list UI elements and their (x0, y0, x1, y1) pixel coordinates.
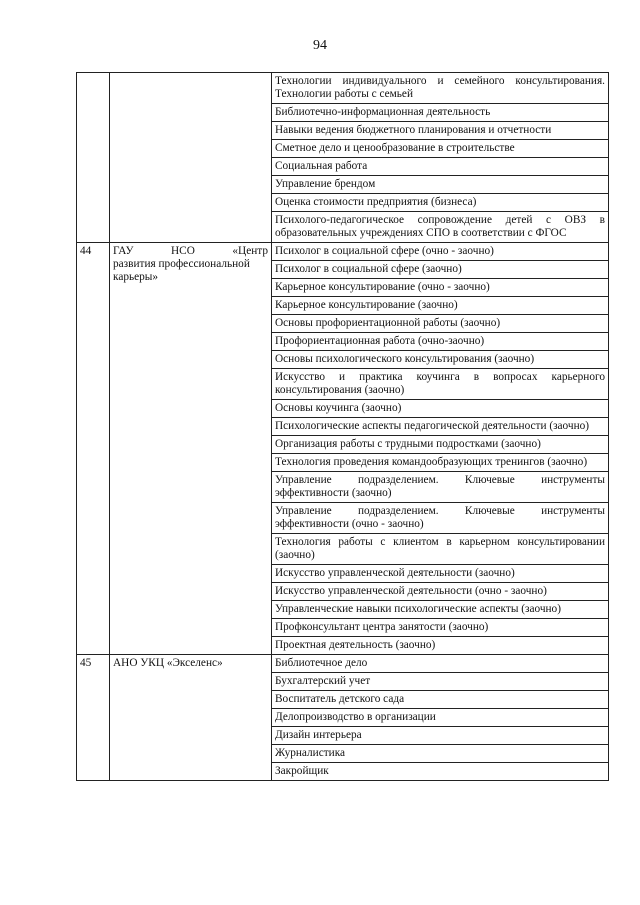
program-cell: Сметное дело и ценообразование в строительстве (272, 140, 609, 158)
program-cell: Профориентационная работа (очно-заочно) (272, 333, 609, 351)
program-cell: Воспитатель детского сада (272, 691, 609, 709)
program-cell: Психологические аспекты педагогической деятельности (заочно) (272, 418, 609, 436)
program-cell: Основы профориентационной работы (заочно) (272, 315, 609, 333)
program-cell: Психолого-педагогическое сопровождение детей с ОВЗ в образовательных учреждениях СПО в соответствии с ФГОС (272, 212, 609, 243)
program-cell: Организация работы с трудными подростками (заочно) (272, 436, 609, 454)
program-cell: Закройщик (272, 763, 609, 781)
program-cell: Основы психологического консультирования (заочно) (272, 351, 609, 369)
row-number-cell: 45 (77, 655, 110, 781)
organization-name-line1: ГАУ НСО «Центр (113, 245, 268, 257)
table-body (77, 73, 609, 781)
program-cell: Библиотечно-информационная деятельность (272, 104, 609, 122)
program-cell: Искусство управленческой деятельности (заочно) (272, 565, 609, 583)
program-cell: Основы коучинга (заочно) (272, 400, 609, 418)
program-cell: Технологии индивидуального и семейного консультирования. Технологии работы с семьей (272, 73, 609, 104)
program-cell: Искусство и практика коучинга в вопросах карьерного консультирования (заочно) (272, 369, 609, 400)
page-number: 94 (313, 38, 327, 53)
programs-table (76, 72, 609, 781)
row-number-cell: 44 (77, 243, 110, 655)
program-cell: Технология работы с клиентом в карьерном консультировании (заочно) (272, 534, 609, 565)
program-cell: Психолог в социальной сфере (заочно) (272, 261, 609, 279)
program-cell: Технология проведения командообразующих тренингов (заочно) (272, 454, 609, 472)
table-row (77, 73, 609, 104)
table-row (77, 243, 609, 261)
program-cell: Навыки ведения бюджетного планирования и отчетности (272, 122, 609, 140)
program-cell: Управленческие навыки психологические аспекты (заочно) (272, 601, 609, 619)
table-row (77, 655, 609, 673)
program-cell: Дизайн интерьера (272, 727, 609, 745)
program-cell: Управление подразделением. Ключевые инструменты эффективности (очно - заочно) (272, 503, 609, 534)
organization-cell (110, 73, 272, 243)
program-cell: Библиотечное дело (272, 655, 609, 673)
program-cell: Оценка стоимости предприятия (бизнеса) (272, 194, 609, 212)
program-cell: Делопроизводство в организации (272, 709, 609, 727)
program-cell: Журналистика (272, 745, 609, 763)
program-cell: Карьерное консультирование (заочно) (272, 297, 609, 315)
row-number-cell (77, 73, 110, 243)
program-cell: Искусство управленческой деятельности (очно - заочно) (272, 583, 609, 601)
program-cell: Управление брендом (272, 176, 609, 194)
program-cell: Социальная работа (272, 158, 609, 176)
organization-name-rest: развития профессиональной карьеры» (113, 258, 250, 283)
program-cell: Бухгалтерский учет (272, 673, 609, 691)
organization-cell (110, 243, 272, 655)
organization-cell (110, 655, 272, 781)
program-cell: Профконсультант центра занятости (заочно) (272, 619, 609, 637)
program-cell: Проектная деятельность (заочно) (272, 637, 609, 655)
organization-name-line1: АНО УКЦ «Экселенс» (113, 657, 223, 669)
program-cell: Управление подразделением. Ключевые инструменты эффективности (заочно) (272, 472, 609, 503)
program-cell: Психолог в социальной сфере (очно - заочно) (272, 243, 609, 261)
program-cell: Карьерное консультирование (очно - заочно) (272, 279, 609, 297)
